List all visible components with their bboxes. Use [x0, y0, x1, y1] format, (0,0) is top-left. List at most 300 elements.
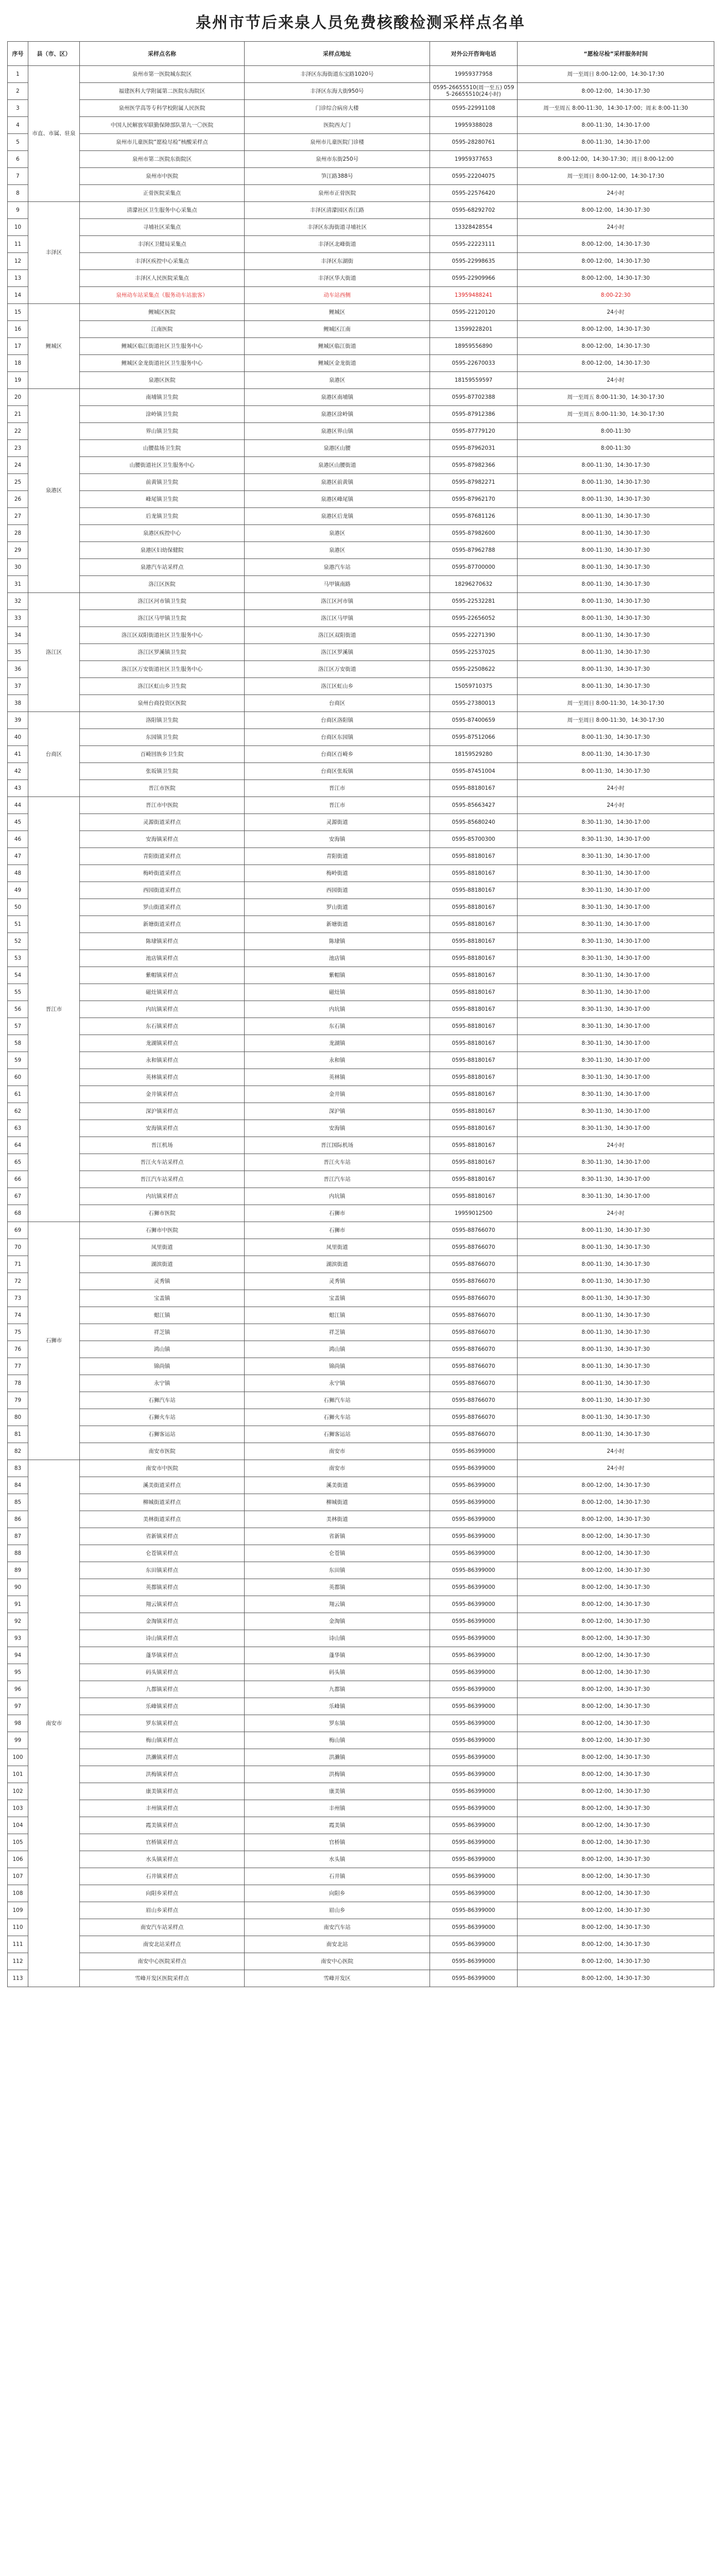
- cell-no: 12: [8, 253, 28, 270]
- cell-service-time: 8:30-11:30，14:30-17:00: [518, 1069, 714, 1086]
- table-row: [8, 984, 714, 1001]
- cell-service-time: 8:30-11:30，14:30-17:00: [518, 984, 714, 1001]
- cell-site-name: 陈埭镇采样点: [80, 933, 245, 950]
- cell-address: 泉港区南埔镇: [245, 389, 430, 406]
- cell-no: 55: [8, 984, 28, 1001]
- cell-no: 88: [8, 1545, 28, 1562]
- cell-phone: 0595-85680240: [430, 814, 518, 831]
- cell-service-time: 周一至周五 8:00-11:30，14:30-17:30: [518, 389, 714, 406]
- table-row: [8, 1171, 714, 1188]
- cell-no: 1: [8, 66, 28, 83]
- cell-address: 罗东镇: [245, 1715, 430, 1732]
- cell-address: 仑苍镇: [245, 1545, 430, 1562]
- cell-no: 6: [8, 151, 28, 168]
- cell-service-time: 8:00-11:30，14:30-17:30: [518, 610, 714, 627]
- cell-service-time: 8:00-11:30，14:30-17:00: [518, 117, 714, 134]
- cell-site-name: 蚶江镇: [80, 1307, 245, 1324]
- table-row: [8, 1902, 714, 1919]
- table-row: [8, 1154, 714, 1171]
- cell-phone: 0595-86399000: [430, 1715, 518, 1732]
- table-row: [8, 1307, 714, 1324]
- cell-no: 21: [8, 406, 28, 423]
- table-row: [8, 1069, 714, 1086]
- cell-service-time: 8:00-12:00，14:30-17:30: [518, 1953, 714, 1970]
- cell-site-name: 涂岭镇卫生院: [80, 406, 245, 423]
- cell-service-time: 8:00-11:30，14:30-17:30: [518, 491, 714, 508]
- cell-phone: 0595-85700300: [430, 831, 518, 848]
- cell-address: 紫帽镇: [245, 967, 430, 984]
- cell-address: 动车站西侧: [245, 287, 430, 304]
- cell-site-name: 东田镇采样点: [80, 1562, 245, 1579]
- cell-no: 11: [8, 236, 28, 253]
- cell-service-time: 8:00-12:00，14:30-17:30: [518, 1494, 714, 1511]
- cell-phone: 0595-22204075: [430, 168, 518, 185]
- cell-site-name: 南埔镇卫生院: [80, 389, 245, 406]
- cell-no: 111: [8, 1936, 28, 1953]
- cell-site-name: 鲤城区金龙街道社区卫生服务中心: [80, 355, 245, 372]
- table-row: [8, 1511, 714, 1528]
- cell-site-name: 洛江区医院: [80, 576, 245, 593]
- cell-service-time: 8:30-11:30，14:30-17:00: [518, 1120, 714, 1137]
- cell-service-time: 8:00-12:00，14:30-17:30: [518, 1545, 714, 1562]
- cell-site-name: 洛江区万安街道社区卫生服务中心: [80, 661, 245, 678]
- cell-address: 湖滨街道: [245, 1256, 430, 1273]
- table-row: [8, 899, 714, 916]
- table-row: [8, 287, 714, 304]
- cell-phone: 13959488241: [430, 287, 518, 304]
- cell-site-name: 石狮客运站: [80, 1426, 245, 1443]
- cell-phone: 0595-88180167: [430, 1103, 518, 1120]
- table-row: [8, 1256, 714, 1273]
- cell-phone: 0595-88180167: [430, 899, 518, 916]
- cell-site-name: 晋江市医院: [80, 780, 245, 797]
- cell-service-time: 8:00-12:00，14:30-17:30: [518, 1630, 714, 1647]
- cell-site-name: 南安市医院: [80, 1443, 245, 1460]
- cell-site-name: 南安汽车站采样点: [80, 1919, 245, 1936]
- cell-no: 40: [8, 729, 28, 746]
- cell-phone: 0595-22537025: [430, 644, 518, 661]
- cell-site-name: 金淘镇采样点: [80, 1613, 245, 1630]
- cell-no: 78: [8, 1375, 28, 1392]
- cell-address: 东田镇: [245, 1562, 430, 1579]
- cell-site-name: 宝盖镇: [80, 1290, 245, 1307]
- cell-address: 锦尚镇: [245, 1358, 430, 1375]
- cell-address: 码头镇: [245, 1664, 430, 1681]
- cell-service-time: 8:00-12:00，14:30-17:30: [518, 1749, 714, 1766]
- cell-no: 112: [8, 1953, 28, 1970]
- table-row: [8, 372, 714, 389]
- cell-no: 53: [8, 950, 28, 967]
- cell-site-name: 正骨医院采集点: [80, 185, 245, 202]
- cell-address: 鸿山镇: [245, 1341, 430, 1358]
- cell-no: 68: [8, 1205, 28, 1222]
- cell-no: 58: [8, 1035, 28, 1052]
- cell-no: 77: [8, 1358, 28, 1375]
- table-row: [8, 457, 714, 474]
- cell-phone: 0595-88180167: [430, 1171, 518, 1188]
- table-row: [8, 1239, 714, 1256]
- cell-no: 54: [8, 967, 28, 984]
- cell-address: 永宁镇: [245, 1375, 430, 1392]
- cell-phone: 0595-88180167: [430, 865, 518, 882]
- cell-phone: 13599228201: [430, 321, 518, 338]
- cell-phone: 0595-86399000: [430, 1596, 518, 1613]
- cell-phone: 0595-86399000: [430, 1902, 518, 1919]
- table-row: [8, 1392, 714, 1409]
- cell-phone: 0595-86399000: [430, 1681, 518, 1698]
- cell-address: 泉港区涂岭镇: [245, 406, 430, 423]
- cell-district: 市直、市属、驻泉: [28, 66, 80, 202]
- cell-phone: 0595-88766070: [430, 1324, 518, 1341]
- cell-phone: 0595-87700000: [430, 559, 518, 576]
- cell-site-name: 龙湖镇采样点: [80, 1035, 245, 1052]
- cell-no: 108: [8, 1885, 28, 1902]
- table-row: [8, 66, 714, 83]
- table-row: [8, 1341, 714, 1358]
- cell-address: 池店镇: [245, 950, 430, 967]
- cell-no: 24: [8, 457, 28, 474]
- cell-address: 晋江市: [245, 797, 430, 814]
- cell-site-name: 洛江区罗溪镇卫生院: [80, 644, 245, 661]
- table-row: [8, 627, 714, 644]
- cell-service-time: 8:00-12:00，14:30-17:30: [518, 1834, 714, 1851]
- document-page: [7, 5, 714, 1987]
- cell-no: 30: [8, 559, 28, 576]
- cell-phone: 0595-87962031: [430, 440, 518, 457]
- table-row: [8, 1698, 714, 1715]
- table-header-row: [8, 42, 714, 66]
- cell-phone: 0595-88180167: [430, 1120, 518, 1137]
- cell-address: 丰泽区东湖街: [245, 253, 430, 270]
- cell-address: 洪濑镇: [245, 1749, 430, 1766]
- cell-no: 89: [8, 1562, 28, 1579]
- cell-site-name: 美林街道采样点: [80, 1511, 245, 1528]
- cell-phone: 15059710375: [430, 678, 518, 695]
- cell-no: 13: [8, 270, 28, 287]
- cell-no: 92: [8, 1613, 28, 1630]
- cell-service-time: 8:30-11:30，14:30-17:00: [518, 950, 714, 967]
- cell-service-time: 8:00-11:30，14:30-17:30: [518, 1290, 714, 1307]
- cell-phone: 0595-87681126: [430, 508, 518, 525]
- cell-no: 37: [8, 678, 28, 695]
- cell-no: 69: [8, 1222, 28, 1239]
- cell-site-name: 泉港区疾控中心: [80, 525, 245, 542]
- table-row: [8, 1137, 714, 1154]
- cell-service-time: 8:00-11:30，14:30-17:30: [518, 576, 714, 593]
- cell-phone: 0595-86399000: [430, 1647, 518, 1664]
- table-row: [8, 1851, 714, 1868]
- cell-phone: 0595-88180167: [430, 950, 518, 967]
- cell-service-time: 8:30-11:30，14:30-17:00: [518, 1001, 714, 1018]
- cell-site-name: 晋江火车站采样点: [80, 1154, 245, 1171]
- cell-address: 石狮客运站: [245, 1426, 430, 1443]
- cell-no: 26: [8, 491, 28, 508]
- cell-no: 36: [8, 661, 28, 678]
- cell-address: 罗山街道: [245, 899, 430, 916]
- cell-service-time: 24小时: [518, 1443, 714, 1460]
- cell-site-name: 凤里街道: [80, 1239, 245, 1256]
- table-row: [8, 1001, 714, 1018]
- cell-address: 磁灶镇: [245, 984, 430, 1001]
- cell-address: 晋江火车站: [245, 1154, 430, 1171]
- cell-no: 109: [8, 1902, 28, 1919]
- table-row: [8, 1681, 714, 1698]
- cell-no: 100: [8, 1749, 28, 1766]
- cell-address: 丰泽区东海大街950号: [245, 83, 430, 100]
- cell-site-name: 东石镇采样点: [80, 1018, 245, 1035]
- cell-address: 丰州镇: [245, 1800, 430, 1817]
- table-row: [8, 678, 714, 695]
- table-row: [8, 1732, 714, 1749]
- cell-site-name: 英林镇采样点: [80, 1069, 245, 1086]
- cell-no: 8: [8, 185, 28, 202]
- table-row: [8, 117, 714, 134]
- cell-phone: 0595-28280761: [430, 134, 518, 151]
- cell-site-name: 江南医院: [80, 321, 245, 338]
- cell-address: 泉港区后龙镇: [245, 508, 430, 525]
- table-row: [8, 406, 714, 423]
- cell-address: 宝盖镇: [245, 1290, 430, 1307]
- table-row: [8, 440, 714, 457]
- cell-site-name: 西园街道采样点: [80, 882, 245, 899]
- cell-service-time: 8:00-12:00，14:30-17:30: [518, 1885, 714, 1902]
- table-row: [8, 933, 714, 950]
- cell-service-time: 8:00-12:00，14:30-17:30: [518, 338, 714, 355]
- cell-phone: 0595-86399000: [430, 1834, 518, 1851]
- cell-phone: 0595-88180167: [430, 1137, 518, 1154]
- cell-address: 九都镇: [245, 1681, 430, 1698]
- table-row: [8, 1936, 714, 1953]
- cell-address: 笋江路388号: [245, 168, 430, 185]
- cell-phone: 0595-88180167: [430, 933, 518, 950]
- cell-no: 39: [8, 712, 28, 729]
- cell-service-time: 8:00-12:00，14:30-17:30: [518, 1970, 714, 1987]
- cell-site-name: 柳城街道采样点: [80, 1494, 245, 1511]
- cell-site-name: 梅岭街道采样点: [80, 865, 245, 882]
- cell-address: 东石镇: [245, 1018, 430, 1035]
- table-row: [8, 1409, 714, 1426]
- cell-site-name: 安海镇采样点: [80, 1120, 245, 1137]
- cell-no: 42: [8, 763, 28, 780]
- cell-service-time: 24小时: [518, 1205, 714, 1222]
- cell-no: 81: [8, 1426, 28, 1443]
- cell-service-time: 8:00-11:30，14:30-17:30: [518, 746, 714, 763]
- cell-address: 泉港区界山镇: [245, 423, 430, 440]
- cell-site-name: 祥芝镇: [80, 1324, 245, 1341]
- cell-site-name: 新塘街道采样点: [80, 916, 245, 933]
- table-row: [8, 1035, 714, 1052]
- cell-address: 泉港区山腰: [245, 440, 430, 457]
- cell-phone: 0595-86399000: [430, 1630, 518, 1647]
- cell-no: 34: [8, 627, 28, 644]
- cell-phone: 0595-87982600: [430, 525, 518, 542]
- cell-site-name: 雪峰开发区医院采样点: [80, 1970, 245, 1987]
- table-row: [8, 1766, 714, 1783]
- cell-site-name: 省新镇采样点: [80, 1528, 245, 1545]
- cell-no: 9: [8, 202, 28, 219]
- cell-service-time: 8:00-12:00，14:30-17:30；周日 8:00-12:00: [518, 151, 714, 168]
- cell-address: 南安市: [245, 1443, 430, 1460]
- cell-address: 美林街道: [245, 1511, 430, 1528]
- cell-service-time: 8:00-11:30，14:30-17:30: [518, 1375, 714, 1392]
- cell-address: 金淘镇: [245, 1613, 430, 1630]
- cell-address: 洛江区双阳街道: [245, 627, 430, 644]
- cell-address: 石井镇: [245, 1868, 430, 1885]
- cell-site-name: 洛阳镇卫生院: [80, 712, 245, 729]
- cell-service-time: 8:00-11:30，14:30-17:30: [518, 1324, 714, 1341]
- cell-site-name: 界山镇卫生院: [80, 423, 245, 440]
- table-row: [8, 1205, 714, 1222]
- cell-no: 32: [8, 593, 28, 610]
- cell-address: 凤里街道: [245, 1239, 430, 1256]
- cell-site-name: 洪梅镇采样点: [80, 1766, 245, 1783]
- cell-phone: 0595-88180167: [430, 1018, 518, 1035]
- cell-service-time: 8:30-11:30，14:30-17:00: [518, 1052, 714, 1069]
- cell-service-time: 8:00-11:30，14:30-17:30: [518, 1358, 714, 1375]
- table-row: [8, 695, 714, 712]
- cell-no: 3: [8, 100, 28, 117]
- cell-service-time: 8:00-12:00，14:30-17:30: [518, 1562, 714, 1579]
- cell-site-name: 内坑镇采样点: [80, 1188, 245, 1205]
- cell-no: 95: [8, 1664, 28, 1681]
- table-row: [8, 1834, 714, 1851]
- table-row: [8, 1528, 714, 1545]
- cell-no: 83: [8, 1460, 28, 1477]
- cell-site-name: 中国人民解放军联勤保障部队第九一〇医院: [80, 117, 245, 134]
- cell-phone: 0595-86399000: [430, 1443, 518, 1460]
- cell-address: 向阳乡: [245, 1885, 430, 1902]
- cell-address: 翔云镇: [245, 1596, 430, 1613]
- table-row: [8, 1800, 714, 1817]
- cell-service-time: 8:00-11:30，14:30-17:30: [518, 763, 714, 780]
- cell-phone: 0595-88180167: [430, 848, 518, 865]
- cell-phone: 0595-88766070: [430, 1392, 518, 1409]
- table-row: [8, 355, 714, 372]
- cell-phone: 19959377958: [430, 66, 518, 83]
- cell-service-time: 8:00-12:00，14:30-17:30: [518, 1579, 714, 1596]
- cell-address: 西园街道: [245, 882, 430, 899]
- cell-service-time: 8:30-11:30，14:30-17:00: [518, 1018, 714, 1035]
- cell-no: 107: [8, 1868, 28, 1885]
- table-body: [8, 66, 714, 1987]
- cell-phone: 0595-87982366: [430, 457, 518, 474]
- cell-phone: 0595-88180167: [430, 1086, 518, 1103]
- cell-phone: 0595-85663427: [430, 797, 518, 814]
- cell-site-name: 诗山镇采样点: [80, 1630, 245, 1647]
- table-row: [8, 1545, 714, 1562]
- table-row: [8, 1596, 714, 1613]
- table-row: [8, 1562, 714, 1579]
- cell-phone: 0595-22120120: [430, 304, 518, 321]
- cell-address: 泉州市儿童医院门诊楼: [245, 134, 430, 151]
- cell-service-time: 8:00-12:00，14:30-17:30: [518, 83, 714, 100]
- cell-phone: 18159559597: [430, 372, 518, 389]
- cell-no: 23: [8, 440, 28, 457]
- cell-service-time: 周一至周五 8:00-11:30，14:30-17:30: [518, 406, 714, 423]
- table-row: [8, 1868, 714, 1885]
- cell-service-time: 8:00-12:00，14:30-17:30: [518, 1664, 714, 1681]
- cell-service-time: 24小时: [518, 219, 714, 236]
- cell-site-name: 南安北站采样点: [80, 1936, 245, 1953]
- cell-service-time: 24小时: [518, 304, 714, 321]
- cell-service-time: 8:00-11:30，14:30-17:00: [518, 134, 714, 151]
- cell-site-name: 晋江市中医院: [80, 797, 245, 814]
- cell-phone: 0595-22909966: [430, 270, 518, 287]
- cell-phone: 0595-88766070: [430, 1222, 518, 1239]
- cell-phone: 0595-87962788: [430, 542, 518, 559]
- cell-site-name: 泉州市中医院: [80, 168, 245, 185]
- cell-no: 102: [8, 1783, 28, 1800]
- cell-phone: 0595-87702388: [430, 389, 518, 406]
- cell-no: 63: [8, 1120, 28, 1137]
- cell-site-name: 英都镇采样点: [80, 1579, 245, 1596]
- header-name: 采样点名称: [80, 42, 245, 66]
- cell-no: 84: [8, 1477, 28, 1494]
- cell-address: 泉港区峰尾镇: [245, 491, 430, 508]
- cell-site-name: 丰泽区人民医院采集点: [80, 270, 245, 287]
- cell-site-name: 磁灶镇采样点: [80, 984, 245, 1001]
- cell-service-time: 8:00-12:00，14:30-17:30: [518, 1817, 714, 1834]
- cell-service-time: 8:00-12:00，14:30-17:30: [518, 1647, 714, 1664]
- cell-no: 93: [8, 1630, 28, 1647]
- table-row: [8, 1715, 714, 1732]
- cell-site-name: 蓬华镇采样点: [80, 1647, 245, 1664]
- table-row: [8, 389, 714, 406]
- cell-phone: 0595-22998635: [430, 253, 518, 270]
- cell-service-time: 8:00-11:30，14:30-17:30: [518, 1426, 714, 1443]
- table-row: [8, 644, 714, 661]
- cell-site-name: 百崎回族乡卫生院: [80, 746, 245, 763]
- cell-no: 87: [8, 1528, 28, 1545]
- cell-phone: 0595-22991108: [430, 100, 518, 117]
- table-row: [8, 1324, 714, 1341]
- cell-site-name: 泉港汽车站采样点: [80, 559, 245, 576]
- cell-phone: 18159529280: [430, 746, 518, 763]
- table-row: [8, 729, 714, 746]
- cell-district: 丰泽区: [28, 202, 80, 304]
- cell-no: 35: [8, 644, 28, 661]
- cell-no: 103: [8, 1800, 28, 1817]
- cell-address: 内坑镇: [245, 1188, 430, 1205]
- cell-phone: 0595-86399000: [430, 1817, 518, 1834]
- cell-no: 4: [8, 117, 28, 134]
- cell-site-name: 南安市中医院: [80, 1460, 245, 1477]
- cell-service-time: 8:30-11:30，14:30-17:00: [518, 1086, 714, 1103]
- table-row: [8, 1188, 714, 1205]
- cell-phone: 19959012500: [430, 1205, 518, 1222]
- cell-site-name: 南安中心医院采样点: [80, 1953, 245, 1970]
- cell-site-name: 九都镇采样点: [80, 1681, 245, 1698]
- cell-service-time: 8:00-12:00，14:30-17:30: [518, 1528, 714, 1545]
- cell-no: 56: [8, 1001, 28, 1018]
- cell-service-time: 8:00-11:30，14:30-17:30: [518, 593, 714, 610]
- cell-phone: 0595-88766070: [430, 1290, 518, 1307]
- table-row: [8, 202, 714, 219]
- cell-service-time: 8:00-11:30，14:30-17:30: [518, 1222, 714, 1239]
- cell-site-name: 泉州医学高等专科学校附属人民医院: [80, 100, 245, 117]
- cell-site-name: 石井镇采样点: [80, 1868, 245, 1885]
- cell-no: 99: [8, 1732, 28, 1749]
- cell-service-time: 8:00-12:00，14:30-17:30: [518, 1596, 714, 1613]
- cell-site-name: 丰泽区疾控中心采集点: [80, 253, 245, 270]
- table-row: [8, 304, 714, 321]
- cell-service-time: 8:00-12:00，14:30-17:30: [518, 321, 714, 338]
- table-row: [8, 865, 714, 882]
- cell-address: 英都镇: [245, 1579, 430, 1596]
- cell-service-time: 8:00-12:00，14:30-17:30: [518, 1715, 714, 1732]
- cell-site-name: 紫帽镇采样点: [80, 967, 245, 984]
- table-row: [8, 236, 714, 253]
